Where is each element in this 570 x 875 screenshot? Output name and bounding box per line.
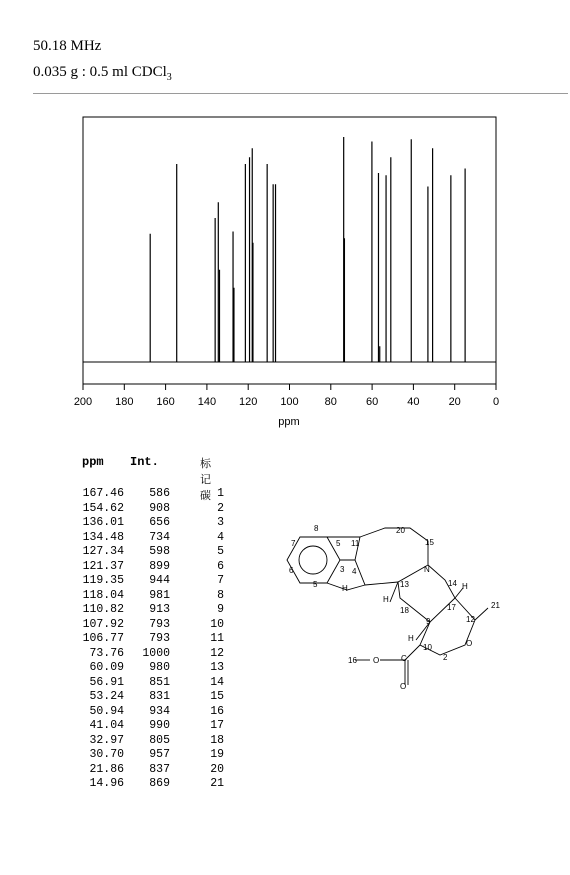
cell-intensity: 981 — [149, 588, 170, 602]
atom-label-16: 17 — [447, 603, 456, 612]
atom-labels — [289, 524, 500, 691]
methyl-bond — [475, 608, 488, 620]
atom-label-28: O — [400, 682, 407, 691]
aromatic-circle — [299, 546, 327, 574]
atom-label-10: 20 — [396, 526, 405, 535]
cell-ppm: 21.86 — [89, 762, 124, 776]
cell-intensity: 586 — [149, 487, 170, 500]
atom-label-8: 4 — [352, 567, 357, 576]
cell-label: 12 — [210, 646, 224, 660]
x-axis-label: ppm — [278, 416, 300, 428]
cell-intensity: 934 — [149, 704, 170, 718]
cell-ppm: 30.70 — [89, 748, 124, 761]
atom-label-9: 13 — [400, 580, 409, 589]
cell-label: 11 — [210, 632, 224, 645]
column-header-intensity: Int. — [130, 455, 159, 469]
atom-label-26: O — [373, 656, 380, 665]
ring-c-bonds — [360, 528, 428, 585]
cell-label: 9 — [217, 603, 224, 616]
cell-ppm: 136.01 — [82, 516, 124, 529]
cell-ppm: 106.77 — [82, 632, 124, 645]
cell-intensity: 793 — [149, 632, 170, 645]
atom-label-7: 11 — [351, 539, 360, 548]
h-bond-13 — [390, 582, 398, 602]
x-tick-label-7: 60 — [365, 396, 379, 408]
cell-intensity: 851 — [149, 675, 170, 689]
atom-label-27: C — [401, 654, 407, 663]
atom-label-2: 6 — [289, 566, 294, 575]
cell-label: 1 — [217, 487, 224, 500]
cell-label: 10 — [210, 617, 224, 631]
cell-intensity: 899 — [149, 559, 170, 573]
column-header-label: 标记碳 — [200, 457, 211, 502]
atom-label-14: H — [383, 595, 389, 604]
spectrometer-frequency: 50.18 MHz — [33, 38, 102, 54]
cell-intensity: 990 — [149, 719, 170, 732]
x-tick-label-6: 80 — [324, 396, 337, 408]
cell-intensity: 793 — [149, 617, 170, 631]
atom-label-6: H — [342, 584, 348, 593]
x-tick-label-3: 140 — [197, 396, 217, 408]
atom-label-5: 3 — [340, 565, 345, 574]
atom-label-19: 21 — [491, 601, 500, 610]
atom-label-15: 18 — [400, 606, 409, 615]
cell-label: 18 — [210, 733, 224, 747]
atom-label-13: 14 — [448, 579, 457, 588]
atom-label-20: 9 — [426, 617, 431, 626]
cell-ppm: 127.34 — [82, 545, 124, 558]
cell-label: 8 — [217, 588, 224, 602]
cell-label: 2 — [217, 501, 224, 515]
cell-ppm: 56.91 — [89, 675, 124, 689]
x-tick-label-0: 200 — [73, 396, 93, 408]
x-tick-label-8: 40 — [407, 396, 420, 408]
cell-label: 20 — [210, 762, 224, 776]
sample-concentration-text: 0.035 g : 0.5 ml CDCl — [33, 64, 167, 80]
column-header-ppm: ppm — [82, 455, 104, 469]
cell-ppm: 121.37 — [82, 559, 124, 573]
cell-intensity: 980 — [149, 661, 170, 674]
cell-label: 19 — [210, 748, 224, 761]
cell-ppm: 119.35 — [82, 574, 124, 587]
cell-intensity: 831 — [149, 690, 170, 703]
cell-ppm: 14.96 — [89, 777, 124, 790]
cell-intensity: 944 — [149, 574, 170, 587]
cell-ppm: 107.92 — [82, 617, 124, 631]
cell-label: 17 — [210, 719, 224, 732]
x-tick-label-10: 0 — [492, 396, 500, 408]
atom-label-17: H — [462, 582, 468, 591]
cell-ppm: 134.48 — [82, 530, 124, 544]
x-tick-label-1: 180 — [115, 396, 134, 408]
x-tick-label-5: 100 — [280, 396, 299, 408]
cell-ppm: 110.82 — [82, 603, 124, 616]
cell-intensity: 598 — [149, 545, 170, 558]
cell-label: 16 — [210, 704, 224, 718]
cell-ppm: 154.62 — [82, 501, 124, 515]
cell-label: 21 — [210, 777, 224, 790]
cell-ppm: 41.04 — [89, 719, 124, 732]
cell-label: 7 — [217, 574, 224, 587]
atom-label-25: 16 — [348, 656, 357, 665]
cell-ppm: 73.76 — [89, 646, 124, 660]
cell-intensity: 1000 — [142, 646, 170, 660]
cell-intensity: 913 — [149, 603, 170, 616]
atom-label-1: 7 — [291, 539, 296, 548]
cell-ppm: 167.46 — [82, 487, 124, 500]
cell-ppm: 118.04 — [82, 588, 124, 602]
cell-label: 13 — [210, 661, 224, 674]
cell-intensity: 656 — [149, 516, 170, 529]
atom-label-3: 5 — [336, 539, 341, 548]
cell-label: 14 — [210, 675, 224, 689]
cell-intensity: 805 — [149, 733, 170, 747]
ester-chain — [380, 645, 420, 660]
cell-intensity: 837 — [149, 762, 170, 776]
cell-label: 6 — [217, 559, 224, 573]
atom-label-12: N — [424, 565, 430, 574]
atom-label-0: 8 — [314, 524, 319, 533]
cell-label: 5 — [217, 545, 224, 558]
atom-label-23: 2 — [443, 653, 448, 662]
atom-label-4: 5 — [313, 580, 318, 589]
cell-label: 4 — [217, 530, 224, 544]
atom-label-11: 15 — [425, 538, 434, 547]
x-tick-label-4: 120 — [239, 396, 258, 408]
cell-ppm: 60.09 — [89, 661, 124, 674]
cell-ppm: 53.24 — [89, 690, 124, 703]
atom-label-24: O — [466, 639, 473, 648]
cell-label: 3 — [217, 516, 224, 529]
x-tick-label-9: 20 — [448, 396, 461, 408]
atom-label-18: 12 — [466, 615, 475, 624]
cell-intensity: 957 — [149, 748, 170, 761]
cell-ppm: 32.97 — [89, 733, 124, 747]
cell-intensity: 734 — [149, 530, 170, 544]
cell-ppm: 50.94 — [89, 704, 124, 718]
atom-label-21: H — [408, 634, 414, 643]
x-tick-label-2: 160 — [156, 396, 175, 408]
atom-label-22: 10 — [423, 643, 432, 652]
cell-intensity: 869 — [149, 777, 170, 790]
sample-concentration-subscript: 3 — [166, 72, 172, 83]
cell-label: 15 — [210, 690, 224, 703]
cell-intensity: 908 — [149, 501, 170, 515]
structure-bonds — [287, 528, 488, 685]
